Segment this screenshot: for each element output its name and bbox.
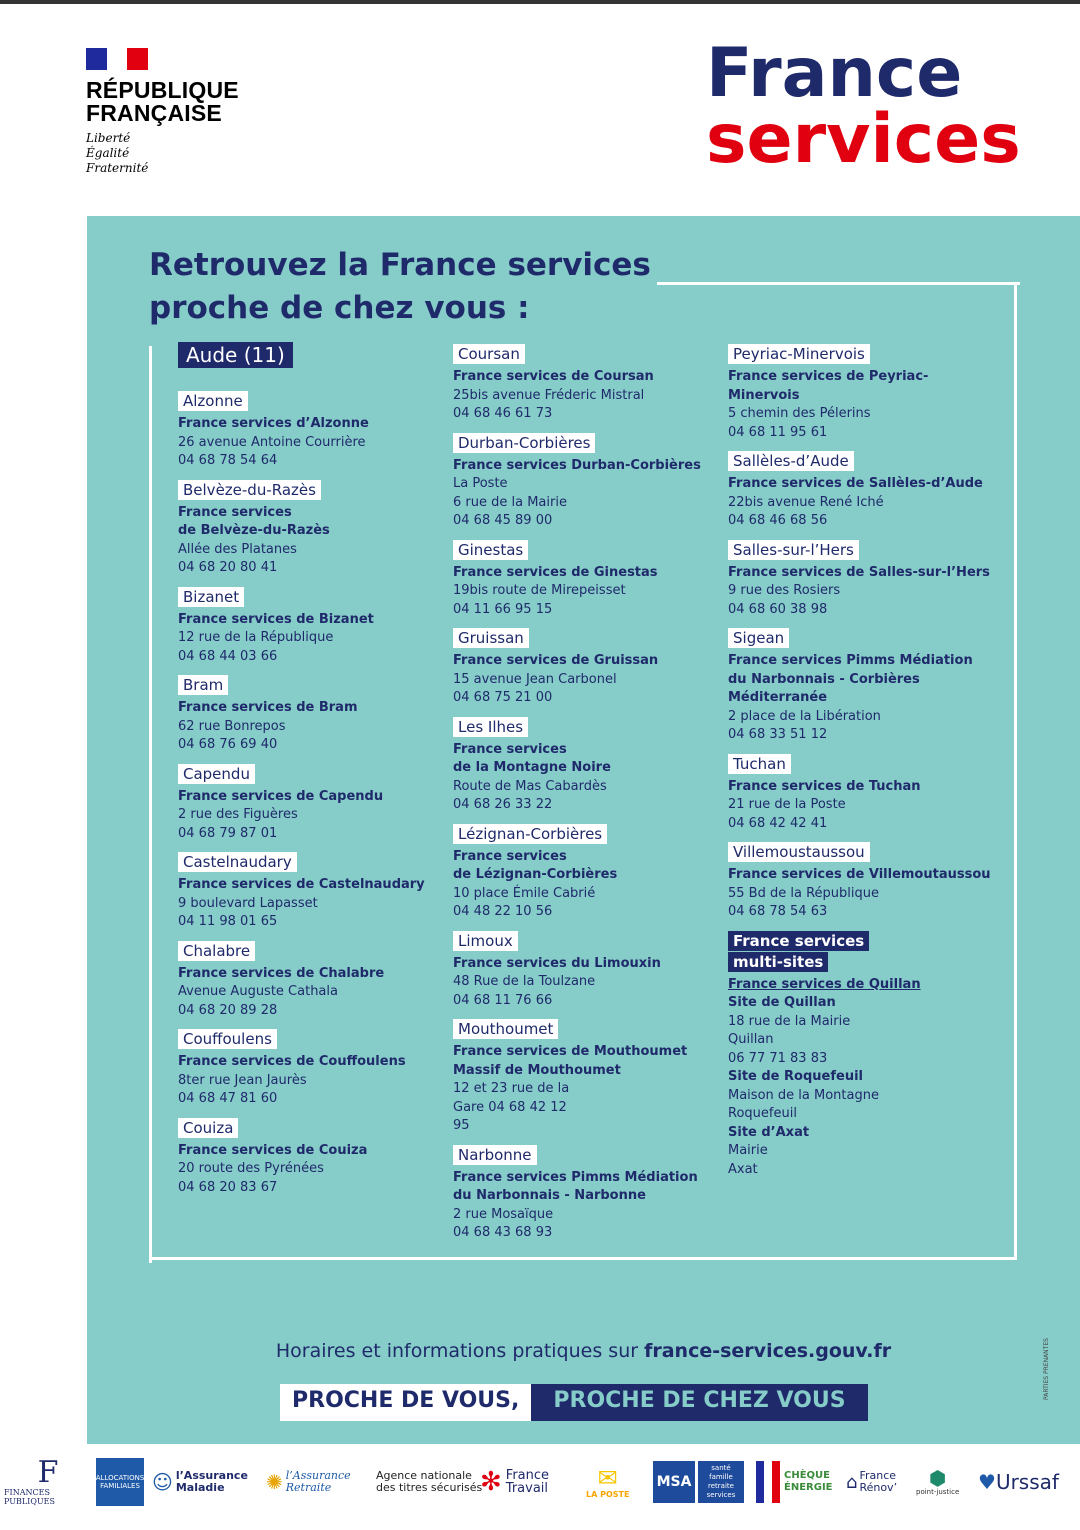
town-label: Les Ilhes [453, 717, 528, 737]
service-name: France services d’Alzonne [178, 416, 369, 431]
service-name: France services de Belvèze-du-Razès [178, 504, 330, 538]
headline-line2: proche de chez vous : [149, 290, 530, 326]
service-address: 25bis avenue Fréderic Mistral 04 68 46 61 73 [453, 387, 645, 421]
info-url[interactable]: france-services.gouv.fr [644, 1340, 892, 1362]
france-travail-icon: ✻ [480, 1467, 502, 1497]
town-label: Capendu [178, 764, 255, 784]
town-label: Salles-sur-l’Hers [728, 540, 859, 560]
rf-name-line2: FRANÇAISE [86, 100, 222, 126]
house-icon: ⌂ [846, 1471, 858, 1493]
town-label: Peyriac-Minervois [728, 344, 870, 364]
service-entry [453, 931, 718, 1011]
service-address: 48 Rue de la Toulzane 04 68 11 76 66 [453, 974, 596, 1008]
point-justice-label: point-justice [916, 1488, 960, 1496]
town-label: Sallèles-d’Aude [728, 451, 854, 471]
msa-label: MSA [653, 1461, 695, 1503]
service-name: France services Pimms Médiation du Narbonnais - Corbières Méditerranée [728, 653, 973, 705]
assurance-retraite-icon: ✺ [266, 1470, 283, 1494]
service-address: 2 place de la Libération 04 68 33 51 12 [728, 708, 881, 742]
service-entry [178, 391, 443, 471]
partner-logos [0, 1450, 1080, 1530]
service-entry [178, 675, 443, 755]
service-address: 12 et 23 rue de la Gare 04 68 42 12 95 [453, 1081, 570, 1133]
service-address: 20 route des Pyrénées 04 68 20 83 67 [178, 1161, 324, 1195]
column-3 [728, 344, 993, 1188]
column-1 [178, 342, 443, 1206]
service-address: 8ter rue Jean Jaurès 04 68 47 81 60 [178, 1072, 307, 1106]
service-address: 5 chemin des Pélerins 04 68 11 95 61 [728, 406, 871, 440]
site2-address: Maison de la Montagne Roquefeuil [728, 1087, 879, 1121]
service-name: France services de la Montagne Noire [453, 741, 611, 775]
service-address: 55 Bd de la République 04 68 78 54 63 [728, 885, 879, 919]
flag-icon [756, 1461, 780, 1503]
town-label: Villemoustaussou [728, 842, 870, 862]
service-name: France services de Couiza [178, 1142, 368, 1158]
la-poste-label: LA POSTE [586, 1489, 630, 1499]
assurance-retraite-label: l’Assurance Retraite [285, 1469, 351, 1494]
france-travail-logo [480, 1450, 549, 1514]
service-name: France services de Coursan [453, 369, 654, 384]
service-name: France services de Bizanet [178, 611, 374, 627]
town-label: Durban-Corbières [453, 433, 595, 453]
assurance-retraite-logo [266, 1450, 351, 1514]
caf-label: ALLOCATIONS FAMILIALES [96, 1458, 144, 1506]
service-address: 15 avenue Jean Carbonel 04 68 75 21 00 [453, 671, 617, 705]
site3-address: Mairie Axat [728, 1143, 768, 1177]
service-entry [178, 764, 443, 844]
msa-logo [653, 1450, 744, 1514]
town-label: Tuchan [728, 754, 791, 774]
town-label: Mouthoumet [453, 1019, 558, 1039]
multisite-label-line2: multi-sites [728, 952, 828, 972]
service-name: France services de Tuchan [728, 778, 921, 794]
service-address: 62 rue Bonrepos 04 68 76 69 40 [178, 718, 286, 752]
town-label: Bram [178, 675, 228, 695]
town-label: Gruissan [453, 628, 529, 648]
town-label: Sigean [728, 628, 789, 648]
town-label: Couiza [178, 1118, 238, 1138]
service-address: La Poste 6 rue de la Mairie 04 68 45 89 00 [453, 476, 567, 528]
assurance-maladie-logo [152, 1450, 248, 1514]
multisite-entry [728, 931, 993, 1180]
service-address: 2 rue des Figuères 04 68 79 87 01 [178, 807, 298, 841]
caf-logo [96, 1450, 144, 1514]
la-poste-logo [586, 1450, 629, 1514]
service-address: 12 rue de la République 04 68 44 03 66 [178, 630, 334, 664]
service-address: 26 avenue Antoine Courrière 04 68 78 54 64 [178, 434, 366, 468]
ants-logo [376, 1450, 482, 1514]
headline [149, 244, 651, 330]
service-entry [728, 842, 993, 922]
top-edge [0, 0, 1080, 4]
msa-tags: santé famille retraite services [698, 1461, 744, 1503]
service-name: France services de Ginestas [453, 564, 658, 580]
service-name: France services de Sallèles-d’Aude [728, 476, 983, 491]
service-name: France services de Peyriac- Minervois [728, 369, 929, 403]
service-entry [178, 1029, 443, 1109]
urssaf-logo [978, 1450, 1059, 1514]
town-label: Chalabre [178, 941, 255, 961]
urssaf-heart-icon: ♥ [978, 1470, 996, 1494]
service-name: France services de Castelnaudary [178, 877, 425, 892]
frame-left-line [149, 346, 152, 1263]
service-entry [178, 852, 443, 932]
town-label: Coursan [453, 344, 525, 364]
column-2 [453, 344, 718, 1252]
site2-name: Site de Roquefeuil [728, 1069, 863, 1084]
service-entry [453, 824, 718, 922]
service-entry [178, 941, 443, 1021]
urssaf-label: Urssaf [995, 1470, 1059, 1494]
service-address: Route de Mas Cabardès 04 68 26 33 22 [453, 778, 607, 812]
town-label: Couffoulens [178, 1029, 277, 1049]
finances-f-icon: F [37, 1455, 59, 1490]
france-travail-label: France Travail [505, 1468, 550, 1496]
town-label: Ginestas [453, 540, 528, 560]
french-flag-icon [86, 48, 148, 70]
service-entry [178, 480, 443, 578]
brand-line1: France [706, 34, 963, 113]
multisite-title: France services de Quillan [728, 976, 921, 992]
rf-name-line1: RÉPUBLIQUE [86, 77, 239, 103]
motto-egalite: Égalité [86, 146, 130, 160]
service-name: France services de Chalabre [178, 965, 385, 981]
service-name: France services Durban-Corbières [453, 457, 701, 473]
motto-fraternite: Fraternité [86, 161, 149, 175]
service-address: 9 rue des Rosiers 04 68 60 38 98 [728, 583, 841, 617]
france-renov-label: France Rénov’ [859, 1469, 898, 1494]
slogan-right: PROCHE DE CHEZ VOUS [531, 1384, 867, 1421]
service-entry [728, 344, 993, 442]
service-address: 2 rue Mosaïque 04 68 43 68 93 [453, 1206, 554, 1240]
service-name: France services du Limouxin [453, 955, 661, 971]
brand-line2: services [706, 100, 1021, 179]
service-name: France services de Mouthoumet Massif de Mouthoumet [453, 1044, 688, 1078]
site1-name: Site de Quillan [728, 995, 836, 1010]
listing-panel [87, 216, 1080, 1444]
service-name: France services de Couffoulens [178, 1054, 406, 1069]
service-name: France services de Lézignan-Corbières [453, 848, 618, 882]
la-poste-icon: ✉ [597, 1463, 618, 1492]
town-label: Castelnaudary [178, 852, 297, 872]
assurance-maladie-icon: ☺ [152, 1470, 173, 1494]
cheque-energie-label: CHÈQUE ÉNERGIE [784, 1470, 833, 1493]
point-justice-logo [916, 1450, 959, 1514]
service-entry [728, 754, 993, 834]
multisite-label-line1: France services [728, 931, 869, 951]
ants-label: Agence nationale des titres sécurisés [376, 1469, 483, 1494]
town-label: Narbonne [453, 1145, 537, 1165]
slogan-left: PROCHE DE VOUS, [280, 1384, 531, 1421]
town-label: Lézignan-Corbières [453, 824, 607, 844]
point-justice-icon: ⬢ [928, 1466, 947, 1490]
france-services-logo [706, 34, 1021, 179]
republique-francaise-logo [86, 48, 239, 176]
town-label: Limoux [453, 931, 518, 951]
service-entry [453, 344, 718, 424]
motto-liberte: Liberté [86, 131, 131, 145]
site1-address: 18 rue de la Mairie Quillan 06 77 71 83 83 [728, 1013, 851, 1066]
department-badge: Aude (11) [178, 342, 293, 368]
rf-motto [86, 131, 239, 176]
service-entry [453, 540, 718, 620]
service-entry [453, 628, 718, 708]
service-entry [728, 540, 993, 620]
headline-line1: Retrouvez la France services [149, 247, 651, 283]
service-entry [453, 433, 718, 531]
service-address: 21 rue de la Poste 04 68 42 42 41 [728, 797, 846, 831]
service-entry [178, 1118, 443, 1198]
site3-name: Site d’Axat [728, 1124, 810, 1140]
service-entry [453, 1145, 718, 1243]
finances-label: FINANCES PUBLIQUES [4, 1488, 55, 1506]
info-prefix: Horaires et informations pratiques sur [275, 1340, 639, 1362]
service-address: 9 boulevard Lapasset 04 11 98 01 65 [178, 895, 318, 929]
info-line [87, 1340, 1080, 1362]
partners-label: PARTIES PRENANTES [1043, 1338, 1050, 1400]
assurance-maladie-label: l’Assurance Maladie [175, 1469, 248, 1494]
france-renov-logo [846, 1450, 897, 1514]
service-name: France services de Bram [178, 700, 358, 715]
service-entry [728, 628, 993, 745]
service-address: Avenue Auguste Cathala 04 68 20 89 28 [178, 984, 338, 1018]
service-entry [453, 1019, 718, 1136]
finances-publiques-logo [4, 1450, 92, 1514]
service-name: France services de Villemoutaussou [728, 867, 991, 882]
slogan-banner [280, 1384, 868, 1421]
service-name: France services Pimms Médiation du Narbonnais - Narbonne [453, 1169, 698, 1203]
cheque-energie-logo [756, 1450, 833, 1514]
service-entry [728, 451, 993, 531]
service-entry [178, 587, 443, 667]
service-address: 10 place Émile Cabrié 04 48 22 10 56 [453, 885, 596, 919]
service-name: France services de Capendu [178, 788, 384, 804]
town-label: Alzonne [178, 391, 248, 411]
town-label: Belvèze-du-Razès [178, 480, 321, 500]
service-name: France services de Salles-sur-l’Hers [728, 564, 990, 580]
service-name: France services de Gruissan [453, 653, 659, 668]
town-label: Bizanet [178, 587, 244, 607]
service-entry [453, 717, 718, 815]
service-address: 19bis route de Mirepeisset 04 11 66 95 15 [453, 583, 626, 617]
service-address: Allée des Platanes 04 68 20 80 41 [178, 541, 297, 575]
service-address: 22bis avenue René Iché 04 68 46 68 56 [728, 494, 884, 528]
rf-name [86, 79, 239, 125]
